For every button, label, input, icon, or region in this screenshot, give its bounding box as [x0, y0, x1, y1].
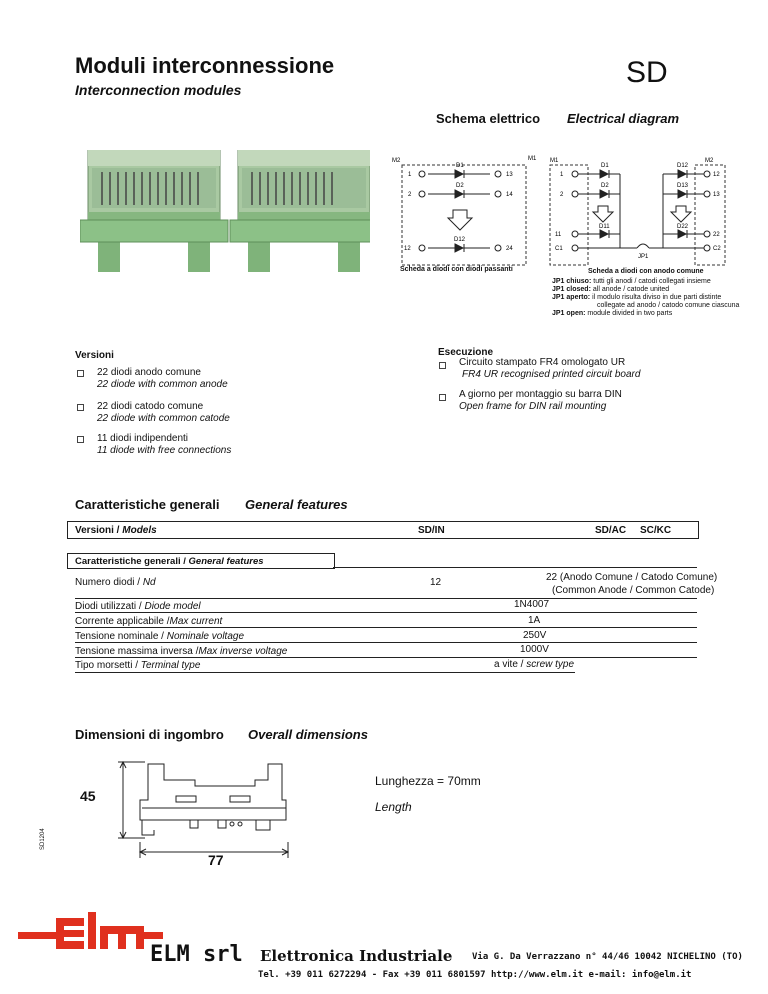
row-label: Tipo morsetti / Terminal type — [75, 660, 201, 671]
company-tagline: Elettronica Industriale — [260, 947, 453, 965]
dimension-drawing — [100, 760, 300, 860]
diode-d1-right: D1 — [601, 163, 609, 169]
dimension-width: 77 — [208, 852, 224, 868]
label-m2-right: M2 — [705, 158, 714, 164]
diagram-pass-through — [390, 150, 540, 270]
company-contacts: Tel. +39 011 6272294 - Fax +39 011 6801597 http://www.elm.it e-mail: info@elm.it — [258, 970, 692, 980]
bullet-icon — [77, 404, 84, 411]
divider — [75, 657, 697, 658]
divider — [75, 612, 697, 613]
versions-heading: Versioni — [75, 350, 114, 361]
diagram-heading-it: Schema elettrico — [436, 111, 541, 126]
diagram-heading-en: Electrical diagram — [567, 111, 679, 126]
version-item: 22 diodi anodo comune 22 diode with common anode — [97, 367, 228, 390]
row-value: a vite / screw type — [494, 659, 575, 670]
length-label: Length — [375, 800, 412, 814]
row-value: 22 (Anodo Comune / Catodo Comune) — [546, 572, 718, 583]
row-label: Tensione nominale / Nominale voltage — [75, 631, 244, 642]
divider — [75, 672, 575, 673]
note-line: JP1 open: module divided in two parts — [552, 310, 673, 317]
pin-1: 1 — [408, 172, 412, 178]
section-label: Caratteristiche generali / General features — [75, 556, 264, 567]
pin-2: 2 — [408, 192, 412, 198]
divider — [75, 598, 697, 599]
divider — [75, 642, 697, 643]
dimensions-heading-it: Dimensioni di ingombro — [75, 727, 224, 742]
execution-item: A giorno per montaggio su barra DIN Open frame for DIN rail mounting — [459, 389, 622, 412]
diode-d12-right: D12 — [677, 163, 689, 169]
diode-d1: D1 — [456, 163, 464, 169]
divider — [333, 567, 697, 568]
diode-d22-right: D22 — [677, 224, 689, 230]
row-value: 250V — [523, 630, 547, 641]
diode-d12: D12 — [454, 237, 466, 243]
col-sdac: SD/AC — [595, 525, 627, 536]
pin-11-right: 11 — [555, 232, 562, 238]
diagram-caption-right: Scheda a diodi con anodo comune — [588, 268, 704, 275]
bullet-icon — [439, 394, 446, 401]
row-label: Corrente applicabile /Max current — [75, 616, 223, 627]
module-photo-left — [80, 150, 228, 272]
pin-22-right: 22 — [713, 232, 720, 238]
execution-heading: Esecuzione — [438, 347, 494, 358]
pin-12-right: 12 — [713, 172, 720, 178]
label-m1-right: M1 — [550, 158, 559, 164]
diagram-caption-left: Scheda a diodi con diodi passanti — [400, 266, 513, 273]
divider — [75, 627, 697, 628]
bullet-icon — [77, 436, 84, 443]
diode-d11-right: D11 — [599, 224, 610, 230]
product-photo — [80, 150, 370, 275]
diode-d13-right: D13 — [677, 183, 689, 189]
note-line: collegate ad anodo / catodo comune ciascuna — [597, 302, 740, 309]
note-line: JP1 aperto: il modulo risulta diviso in due parti distinte — [552, 294, 722, 301]
bullet-icon — [77, 370, 84, 377]
company-address: Via G. Da Verrazzano n° 44/46 10042 NICHELINO (TO) — [472, 952, 743, 962]
pin-13-right: 13 — [713, 192, 720, 198]
product-code: SD — [626, 56, 668, 89]
row-value: 1N4007 — [514, 599, 550, 610]
col-sckc: SC/KC — [640, 525, 672, 536]
company-name: ELM srl — [150, 942, 243, 967]
label-m1: M1 — [528, 156, 537, 162]
row-label: Diodi utilizzati / Diode model — [75, 601, 201, 612]
note-line: JP1 chiuso: tutti gli anodi / catodi collegati insieme — [552, 278, 711, 285]
general-heading-en: General features — [245, 497, 348, 512]
row-value: 12 — [430, 577, 442, 588]
page-title: Moduli interconnessione — [75, 53, 335, 78]
pin-13: 13 — [506, 172, 513, 178]
elm-logo-icon — [18, 912, 163, 956]
version-item: 11 diodi indipendenti 11 diode with free connections — [97, 433, 232, 456]
pin-1-right: 1 — [560, 172, 564, 178]
pin-c1-right: C1 — [555, 246, 563, 252]
label-m2: M2 — [392, 158, 401, 164]
row-value: 1000V — [520, 644, 549, 655]
diode-d2-right: D2 — [601, 183, 609, 189]
pin-14: 14 — [506, 192, 513, 198]
jumper-jp1: JP1 — [638, 254, 649, 260]
pin-24: 24 — [506, 246, 513, 252]
version-item: 22 diodi catodo comune 22 diode with common catode — [97, 401, 230, 424]
row-label: Tensione massima inversa /Max inverse voltage — [75, 646, 288, 657]
pin-12: 12 — [404, 246, 411, 252]
bullet-icon — [439, 362, 446, 369]
row-value: (Common Anode / Common Catode) — [552, 585, 715, 596]
general-heading-it: Caratteristiche generali — [75, 497, 220, 512]
col-sdin: SD/IN — [418, 525, 445, 536]
pin-2-right: 2 — [560, 192, 564, 198]
diagram-common-anode — [545, 150, 730, 270]
models-label: Versioni / Models — [75, 525, 157, 536]
row-value: 1A — [528, 615, 541, 626]
pin-c2-right: C2 — [713, 246, 721, 252]
execution-item: Circuito stampato FR4 omologato UR FR4 UR recognised printed circuit board — [459, 357, 641, 380]
page-subtitle: Interconnection modules — [75, 82, 242, 98]
diode-d2: D2 — [456, 183, 464, 189]
length-value: Lunghezza = 70mm — [375, 774, 481, 788]
dimension-height: 45 — [80, 788, 96, 804]
side-code: SD1204 — [40, 828, 46, 850]
jumper-notes — [552, 278, 739, 318]
module-photo-right — [230, 150, 370, 272]
dimensions-heading-en: Overall dimensions — [248, 727, 368, 742]
row-label: Numero diodi / Nd — [75, 577, 156, 588]
note-line: JP1 closed: all anode / catode united — [552, 286, 670, 293]
